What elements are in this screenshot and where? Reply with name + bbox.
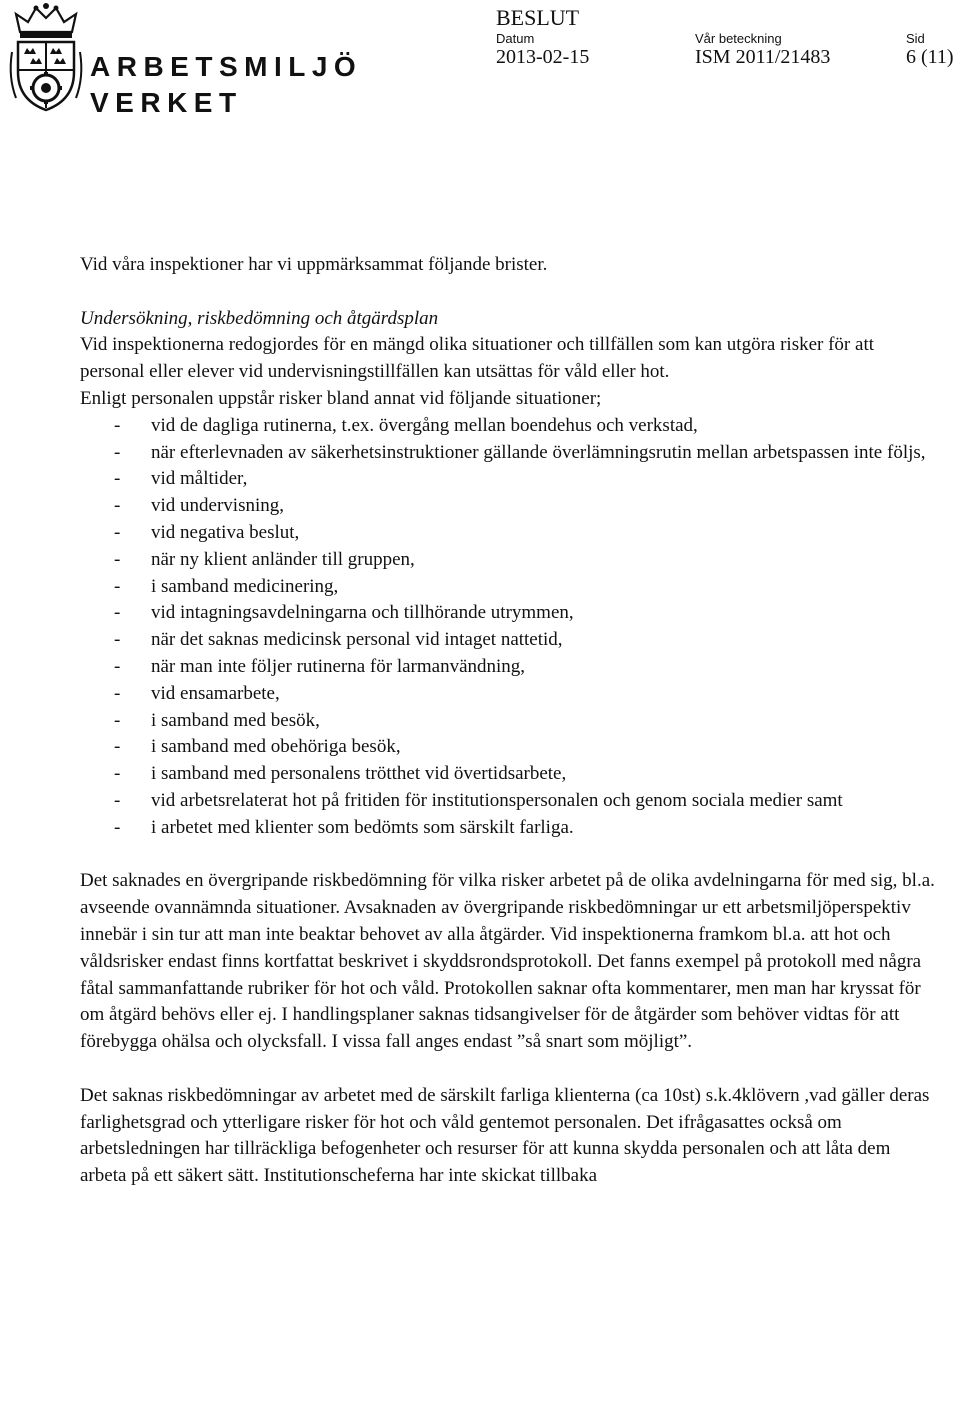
list-item-text: när efterlevnaden av säkerhetsinstruktioner gällande överlämningsrutin mellan arbetspassen inte följs, (151, 441, 926, 463)
bullet-dash: - (114, 789, 121, 811)
list-item (80, 654, 940, 681)
list-item (80, 440, 940, 467)
page-label: Sid (906, 31, 925, 46)
list-item (80, 627, 940, 654)
bullet-dash: - (114, 468, 121, 490)
org-name-line2: VERKET (90, 87, 243, 118)
document-type: BESLUT (496, 5, 580, 30)
list-item-text: vid undervisning, (151, 495, 284, 517)
list-item (80, 547, 940, 574)
list-item (80, 788, 940, 815)
list-item-text: vid ensamarbete, (151, 682, 280, 704)
list-item-text: vid negativa beslut, (151, 521, 300, 543)
bullet-dash: - (114, 441, 121, 463)
reference-value: ISM 2011/21483 (695, 46, 831, 68)
list-item (80, 520, 940, 547)
list-item (80, 681, 940, 708)
list-item (80, 466, 940, 493)
bullet-dash: - (114, 709, 121, 731)
list-item-text: i samband med personalens trötthet vid övertidsarbete, (151, 763, 567, 785)
bullet-dash: - (114, 521, 121, 543)
list-item (80, 708, 940, 735)
list-item-text: i samband med obehöriga besök, (151, 736, 401, 758)
list-item-text: när ny klient anländer till gruppen, (151, 548, 415, 570)
bullet-dash: - (114, 655, 121, 677)
date-label: Datum (496, 31, 535, 46)
bullet-dash: - (114, 763, 121, 785)
bullet-dash: - (114, 575, 121, 597)
section-heading: Undersökning, riskbedömning och åtgärdsplan (80, 307, 439, 329)
list-item-text: vid måltider, (151, 468, 248, 490)
bullet-dash: - (114, 736, 121, 758)
list-item (80, 734, 940, 761)
coat-of-arms-icon (6, 2, 86, 114)
intro-paragraph: Vid våra inspektioner har vi uppmärksammat följande brister. (80, 254, 548, 275)
bullet-dash: - (114, 602, 121, 624)
list-item (80, 574, 940, 601)
list-item-text: vid de dagliga rutinerna, t.ex. övergång mellan boendehus och verkstad, (151, 414, 698, 436)
bullet-dash: - (114, 682, 121, 704)
list-item (80, 493, 940, 520)
paragraph-dangerous-clients: Det saknas riskbedömningar av arbetet med de särskilt farliga klienterna (ca 10st) s.k.4klövern ,vad gäller deras farlighetsgrad och ytterligare risker för hot och våld gentemot personalen. Det ifrågasattes också om arbetsledningen har tillräckliga befogenheter och resurser för att kunna skydda personalen och att låta dem arbeta på ett säkert sätt. Institutionscheferna har inte skickat tillbaka (80, 1084, 930, 1187)
org-name-line1: ARBETSMILJÖ (90, 51, 363, 82)
risk-situation-list (80, 413, 940, 842)
reference-label: Vår beteckning (695, 31, 782, 46)
list-item (80, 600, 940, 627)
list-item-text: i samband medicinering, (151, 575, 339, 597)
list-item-text: när man inte följer rutinerna för larmanvändning, (151, 655, 526, 677)
paragraph-risk-assessment: Det saknades en övergripande riskbedömning för vilka risker arbetet på de olika avdelningarna för med sig, bl.a. avseende ovannämnda situationer. Avsaknaden av övergripande riskbedömningar ur ett arbetsmiljöperspektiv innebär i sin tur att man inte beaktar behovet av alla åtgärder. Vid inspektionerna framkom bl.a. att hot och våldsrisker endast finns kortfattat beskrivet i skyddsrondsprotokoll. Det fanns exempel på protokoll med några fåtal sammanfattande rubriker för hot och våld. Protokollen saknar ofta kommentarer, men man har kryssat för om åtgärd behövs eller ej. I handlingsplaner saknas tidsangivelser för de åtgärder som behöver vidtas för att förebygga ohälsa och olycksfall. I vissa fall anges endast ”så snart som möjligt”. (80, 870, 935, 1053)
list-item-text: vid intagningsavdelningarna och tillhörande utrymmen, (151, 602, 574, 624)
list-item (80, 413, 940, 440)
bullet-dash: - (114, 414, 121, 436)
list-item-text: vid arbetsrelaterat hot på fritiden för institutionspersonalen och genom sociala medier samt (151, 789, 843, 811)
bullet-dash: - (114, 816, 121, 838)
paragraph-situations: Vid inspektionerna redogjordes för en mängd olika situationer och tillfällen som kan utgöra risker för att personal eller elever vid undervisningstillfällen kan utsättas för våld eller hot. (80, 334, 875, 383)
list-item (80, 815, 940, 842)
bullet-dash: - (114, 629, 121, 651)
list-item-text: i samband med besök, (151, 709, 320, 731)
page-number: 6 (11) (906, 46, 954, 68)
paragraph-risks-intro: Enligt personalen uppstår risker bland annat vid följande situationer; (80, 387, 602, 409)
bullet-dash: - (114, 495, 121, 517)
date-value: 2013-02-15 (496, 46, 590, 68)
document-body (80, 252, 940, 1190)
list-item-text: när det saknas medicinsk personal vid intaget nattetid, (151, 629, 563, 651)
bullet-dash: - (114, 548, 121, 570)
list-item (80, 761, 940, 788)
list-item-text: i arbetet med klienter som bedömts som särskilt farliga. (151, 816, 574, 838)
